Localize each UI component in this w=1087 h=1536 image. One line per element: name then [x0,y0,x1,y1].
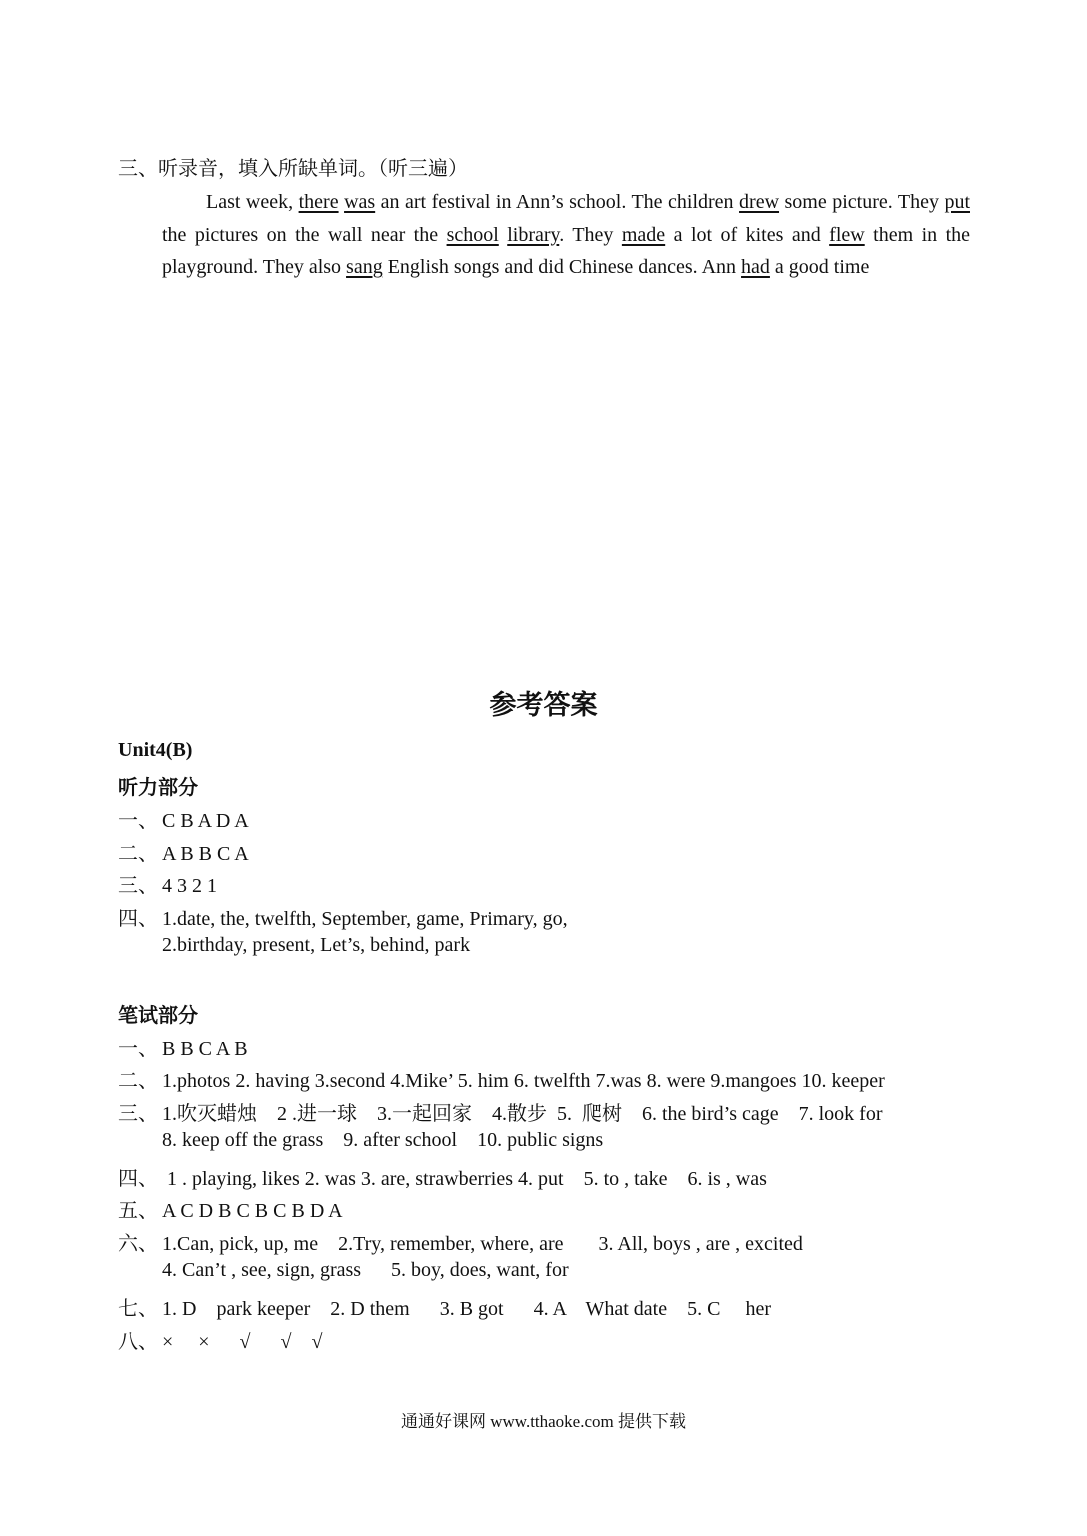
written-answer-row [118,1162,767,1191]
question-number: 三、 [118,1103,158,1125]
answer-text: A C D B C B C B D A [162,1200,343,1222]
filled-blank: school [446,223,499,246]
answer-text: C B A D A [162,810,249,832]
answer-text: 4. Can’t , see, sign, grass 5. boy, does, want, for [162,1259,569,1281]
unit-label: Unit4(B) [118,739,193,761]
question-number: 八、 [118,1331,158,1353]
answer-text: 1.Can, pick, up, me 2.Try, remember, where, are 3. All, boys , are , excited [162,1233,803,1255]
answer-text: 1.photos 2. having 3.second 4.Mike’ 5. him 6. twelfth 7.was 8. were 9.mangoes 10. keeper [162,1070,885,1092]
question-number: 四、 [118,1168,158,1190]
question-number: 二、 [118,1070,158,1092]
written-answer-row [118,1292,771,1321]
question-number: 一、 [118,810,158,832]
listening-answer-row [118,804,249,833]
filled-blank: library [507,223,560,246]
question-number: 一、 [118,1038,158,1060]
written-answer-row [118,1032,248,1061]
written-answer-row [118,1129,603,1152]
filled-blank: was [344,191,376,213]
written-answer-row [118,1064,885,1093]
written-answer-row [118,1325,323,1354]
written-answer-row [118,1259,569,1282]
filled-blank: there [298,191,339,213]
listening-answer-row [118,837,249,866]
written-answer-row [118,1097,883,1126]
question-number: 七、 [118,1298,158,1320]
listening-answer-row [118,934,470,957]
answer-text: B B C A B [162,1038,248,1060]
question-number: 五、 [118,1200,158,1222]
question-number: 四、 [118,908,158,930]
answer-text: 1.吹灭蜡烛 2 .进一球 3.一起回家 4.散步 5. 爬树 6. the bird’s cage 7. look for [162,1103,883,1125]
footer-credit: 通通好课网 www.tthaoke.com 提供下载 [400,1412,687,1431]
filled-blank: sang [346,256,383,279]
written-answer-row [118,1227,803,1256]
answer-text: 4 3 2 1 [162,875,217,897]
answer-text: 8. keep off the grass 9. after school 10. public signs [162,1129,604,1151]
answer-text: × × √ √ √ [162,1331,323,1353]
cloze-paragraph: Last week, there was an art festival in Ann’s school. The children drew some picture. They put the pictures on the wall near the school library. They made a lot of kites and flew them in the playground. They also sang English songs and did Chinese dances. Ann had a good time [162,191,971,279]
answer-text: 1. D park keeper 2. D them 3. B got 4. A What date 5. C her [162,1298,771,1320]
written-part-label: 笔试部分 [118,1003,198,1027]
filled-blank: put [944,191,970,213]
written-answer-row [118,1194,343,1223]
answer-text: 2.birthday, present, Let’s, behind, park [162,934,471,956]
answer-key-title: 参考答案 [489,690,598,721]
listening-part-label: 听力部分 [118,775,198,799]
listening-section-heading: 三、听录音，填入所缺单词。（听三遍） [118,158,468,180]
answer-text: A B B C A [162,843,249,865]
listening-answer-row [118,869,217,898]
question-number: 二、 [118,843,158,865]
filled-blank: made [621,223,666,246]
listening-answer-row [118,902,568,931]
filled-blank: drew [739,191,780,213]
question-number: 三、 [118,875,158,897]
filled-blank: flew [829,223,865,246]
question-number: 六、 [118,1233,158,1255]
answer-text: 1 . playing, likes 2. was 3. are, strawberries 4. put 5. to , take 6. is , was [162,1168,767,1190]
answer-text: 1.date, the, twelfth, September, game, Primary, go, [162,908,568,930]
filled-blank: had [741,256,770,279]
